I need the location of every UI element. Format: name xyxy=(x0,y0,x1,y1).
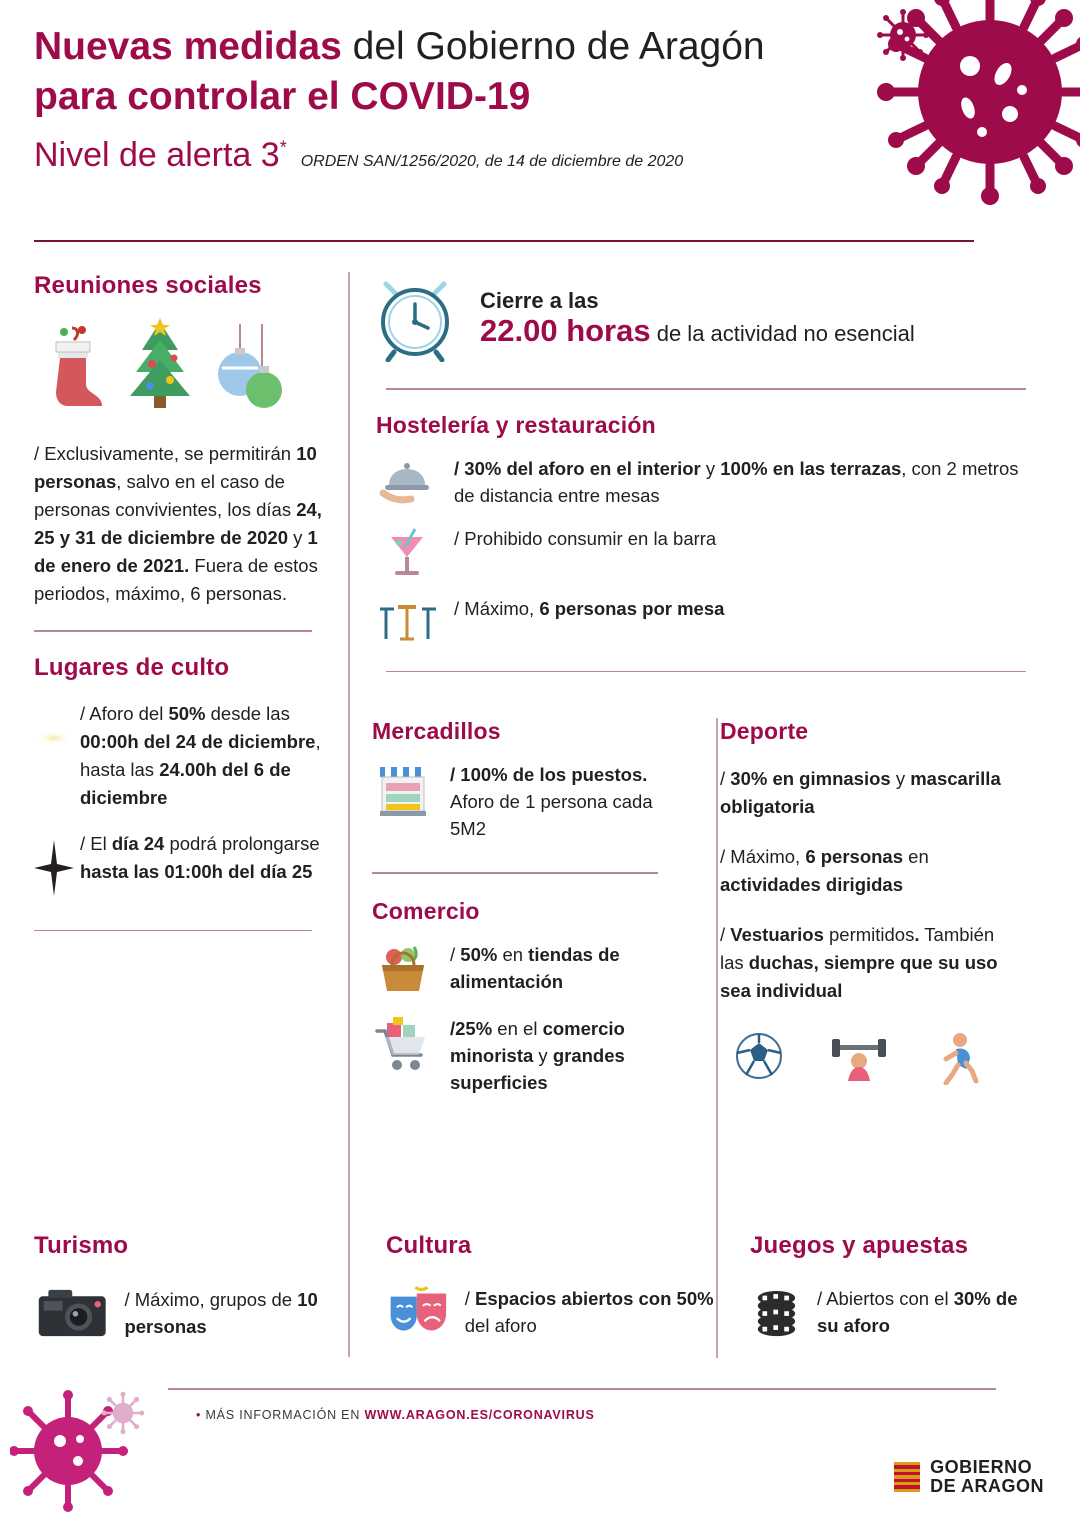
mercadillos-item-1 xyxy=(372,761,672,842)
sports-icons xyxy=(734,1031,1012,1085)
camera-icon xyxy=(34,1276,110,1350)
alert-level-line xyxy=(34,136,994,175)
hosteleria-item-1-text: / 30% del aforo en el interior y 100% en las terrazas, con 2 metros de distancia entre mesas xyxy=(454,457,1019,506)
food-tray-icon xyxy=(376,455,438,505)
section-title-comercio: Comercio xyxy=(372,897,480,924)
deporte-item-1-text: / 30% en gimnasios y mascarilla obligatoria xyxy=(720,768,1001,817)
closing-rest: de la actividad no esencial xyxy=(650,320,915,346)
culto-item-1-text: / Aforo del 50% desde las 00:00h del 24 de diciembre, hasta las 24.00h del 6 de diciembre xyxy=(80,702,321,808)
reuniones-text: / Exclusivamente, se permitirán 10 personas, salvo en el caso de personas convivientes, los días 24, 25 y 31 de diciembre de 2020 y 1 de enero de 2021. Fuera de estos periodos, máximo, 6 personas. xyxy=(34,443,322,604)
christmas-icons xyxy=(42,318,334,414)
stocking-icon xyxy=(42,322,104,414)
page-title xyxy=(34,22,854,122)
cultura-item-1 xyxy=(386,1276,716,1348)
hosteleria-item-3-text: / Máximo, 6 personas por mesa xyxy=(454,597,725,619)
light-rays-icon xyxy=(34,700,74,812)
bottom-row xyxy=(34,1232,1034,1350)
rule-mercadillos xyxy=(372,872,658,874)
theatre-masks-icon xyxy=(386,1276,451,1348)
column-divider-1 xyxy=(348,272,350,1357)
culto-item-2 xyxy=(34,830,334,896)
soccer-ball-icon xyxy=(734,1031,784,1081)
virus-icon-bottom-left-small xyxy=(100,1390,146,1441)
section-title-reuniones: Reuniones sociales xyxy=(34,272,262,299)
section-title-juegos: Juegos y apuestas xyxy=(750,1232,969,1259)
column-middle-top xyxy=(372,272,1032,672)
gov-line-1: GOBIERNO xyxy=(930,1457,1033,1477)
weightlifting-icon xyxy=(830,1031,888,1083)
closing-hour: 22.00 horas xyxy=(480,312,651,348)
hosteleria-item-2 xyxy=(376,525,1032,579)
alert-level-text: Nivel de alerta 3 xyxy=(34,136,280,174)
left-rule-1 xyxy=(34,630,312,632)
section-cultura xyxy=(348,1232,716,1350)
hosteleria-item-1 xyxy=(376,455,1032,509)
aragon-flag-icon xyxy=(894,1462,920,1492)
juegos-item-1 xyxy=(750,1276,1034,1348)
cultura-item-1-text: / Espacios abiertos con 50% del aforo xyxy=(464,1288,714,1336)
table-chairs-icon xyxy=(376,595,438,643)
header xyxy=(34,22,994,175)
section-title-mercadillos: Mercadillos xyxy=(372,718,501,744)
section-title-cultura: Cultura xyxy=(386,1232,472,1259)
footer-more-info xyxy=(196,1408,595,1422)
section-juegos xyxy=(716,1232,1034,1350)
star-icon xyxy=(34,830,74,896)
mid-rule-2 xyxy=(386,671,1026,673)
alert-level-asterisk: * xyxy=(279,137,287,158)
culto-item-1 xyxy=(34,700,334,812)
running-icon xyxy=(934,1031,980,1085)
cocktail-icon xyxy=(376,525,438,579)
lower-grid xyxy=(372,718,1032,1096)
shopping-cart-icon xyxy=(372,1015,434,1077)
closing-line-1: Cierre a las xyxy=(480,287,599,313)
header-divider xyxy=(34,240,974,242)
mid-rule-1 xyxy=(386,388,1026,390)
turismo-item-1 xyxy=(34,1276,348,1350)
turismo-item-1-text: / Máximo, grupos de 10 personas xyxy=(124,1289,318,1337)
column-deporte xyxy=(692,718,1012,1096)
column-mercadillos-comercio xyxy=(372,718,692,1096)
footer-divider xyxy=(168,1388,996,1390)
poker-chips-icon xyxy=(750,1276,803,1348)
section-title-hosteleria: Hostelería y restauración xyxy=(376,411,656,438)
section-title-turismo: Turismo xyxy=(34,1232,129,1259)
hosteleria-item-2-text: / Prohibido consumir en la barra xyxy=(454,527,717,549)
footer-url[interactable]: WWW.ARAGON.ES/CORONAVIRUS xyxy=(364,1408,595,1422)
title-part-1: Nuevas medidas xyxy=(34,25,342,68)
comercio-item-2 xyxy=(372,1015,672,1096)
comercio-item-1 xyxy=(372,941,672,999)
deporte-item-2-text: / Máximo, 6 personas en actividades dirigidas xyxy=(720,846,929,895)
government-name xyxy=(930,1458,1044,1496)
order-reference: ORDEN SAN/1256/2020, de 14 de diciembre de 2020 xyxy=(300,153,684,170)
left-rule-2 xyxy=(34,930,312,932)
gov-line-2: DE ARAGON xyxy=(930,1476,1044,1496)
mercadillos-item-1-text: / 100% de los puestos. Aforo de 1 persona cada 5M2 xyxy=(450,764,653,839)
comercio-item-1-text: / 50% en tiendas de alimentación xyxy=(450,943,620,992)
footer-more-info-label: MÁS INFORMACIÓN EN xyxy=(205,1408,365,1422)
section-title-culto: Lugares de culto xyxy=(34,653,230,681)
closing-banner xyxy=(372,272,1032,362)
comercio-item-2-text: /25% en el comercio minorista y grandes superficies xyxy=(450,1017,625,1093)
government-logo xyxy=(894,1458,1044,1496)
section-turismo xyxy=(34,1232,348,1350)
title-part-3: para controlar el COVID-19 xyxy=(34,75,531,118)
closing-text xyxy=(480,286,915,349)
title-part-2: del Gobierno de Aragón xyxy=(341,25,765,68)
section-title-deporte: Deporte xyxy=(720,718,809,744)
christmas-tree-icon xyxy=(122,318,198,414)
grocery-basket-icon xyxy=(372,941,434,999)
footer-bullet: • xyxy=(196,1408,202,1422)
juegos-item-1-text: / Abiertos con el 30% de su aforo xyxy=(816,1288,1018,1336)
hosteleria-item-3 xyxy=(376,595,1032,643)
column-left xyxy=(34,272,334,953)
baubles-icon xyxy=(216,318,286,414)
alert-level xyxy=(34,136,287,175)
culto-item-2-text: / El día 24 podrá prolongarse hasta las 01:00h del día 25 xyxy=(80,832,320,882)
deporte-item-3-text: / Vestuarios permitidos. También las duchas, siempre que su uso sea individual xyxy=(720,924,998,1001)
alarm-clock-icon xyxy=(372,272,458,362)
market-stall-icon xyxy=(372,761,434,821)
